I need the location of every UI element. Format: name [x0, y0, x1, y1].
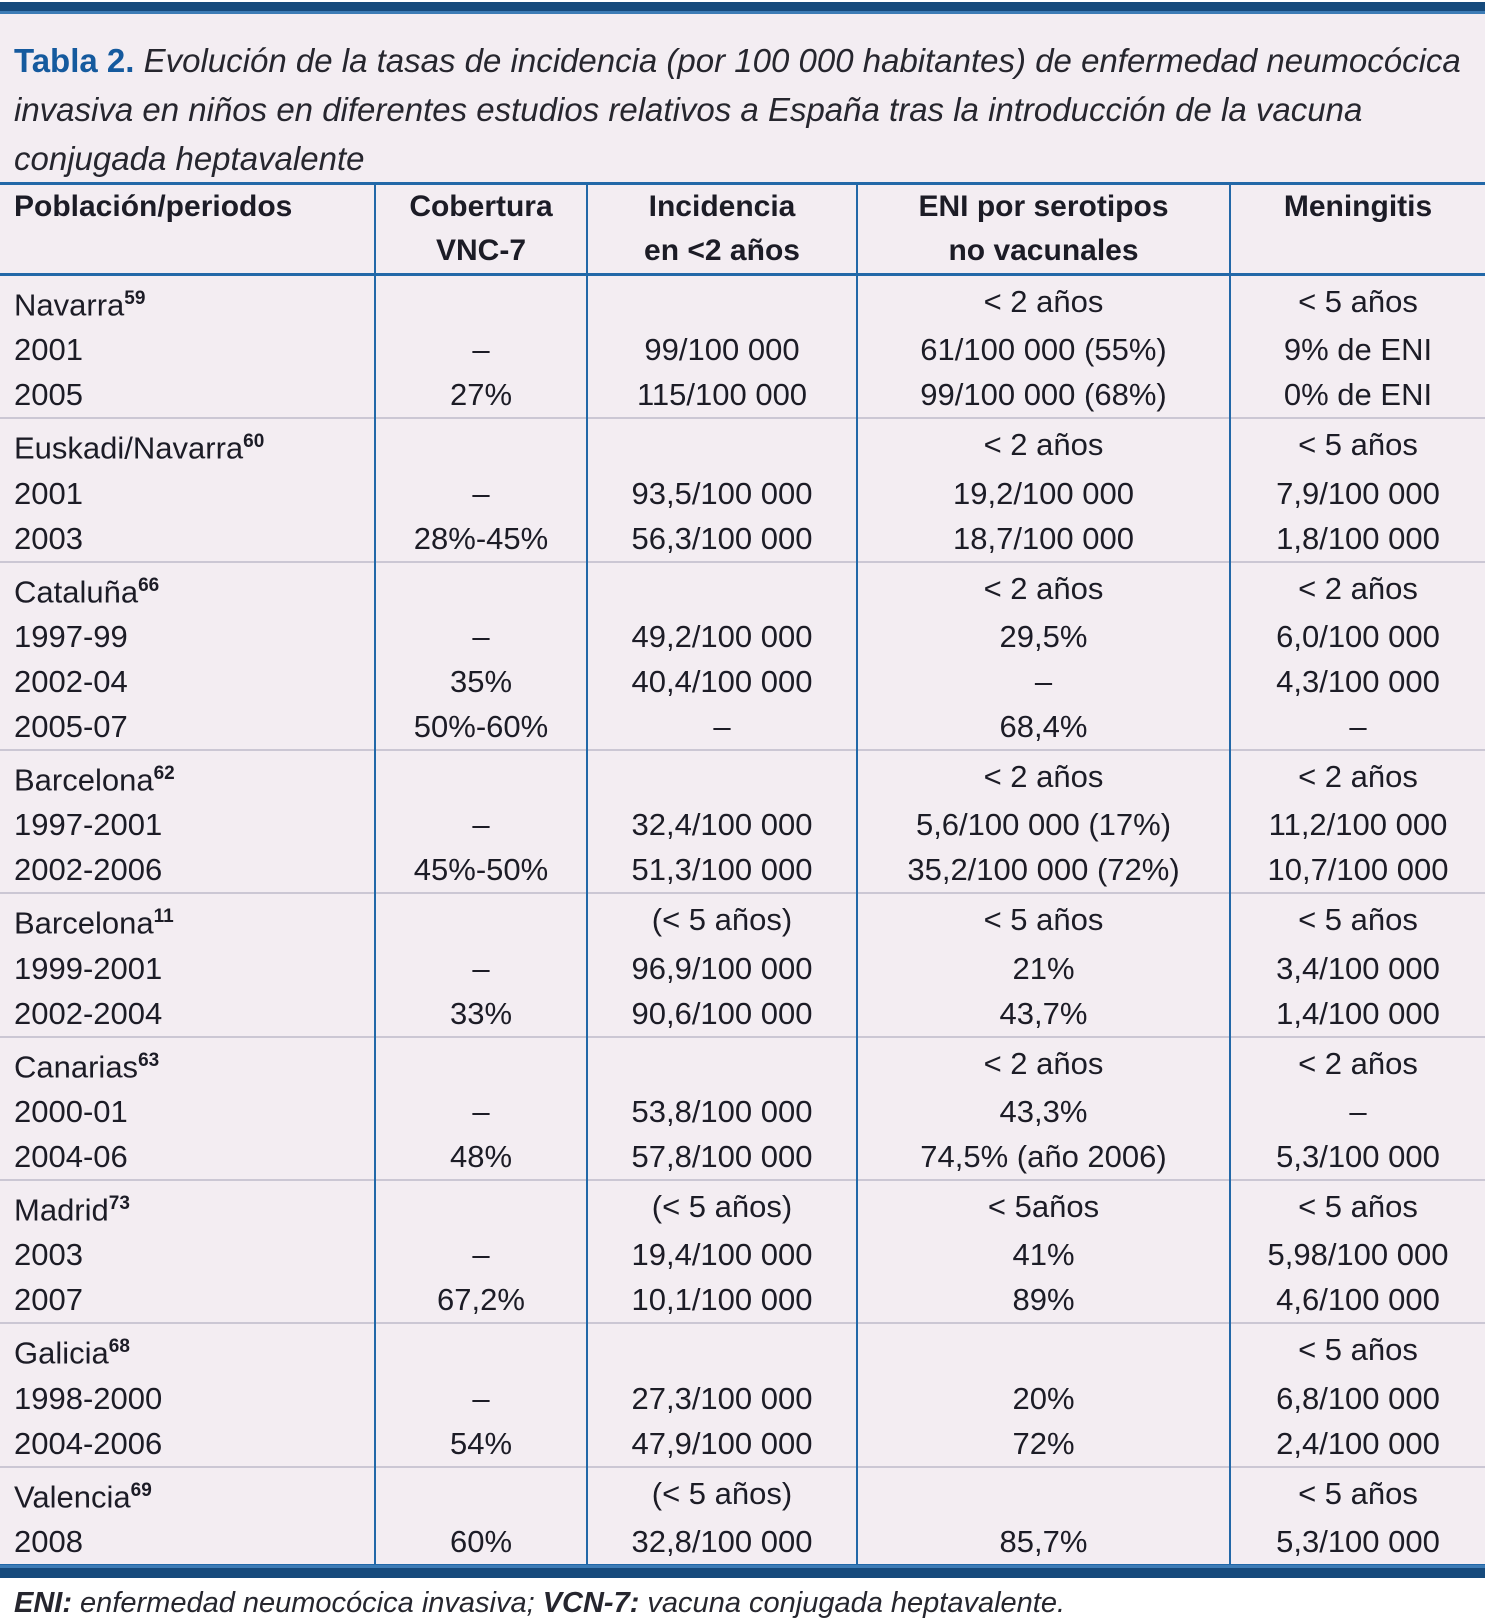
- eni-cell: 72%: [857, 1421, 1230, 1467]
- coverage-cell: [375, 275, 587, 328]
- table-row: [0, 802, 1485, 847]
- period-cell: 2003: [14, 520, 83, 556]
- period-cell: 2004-06: [14, 1138, 128, 1174]
- coverage-cell: 45%-50%: [375, 847, 587, 893]
- incidence-cell: 27,3/100 000: [587, 1376, 857, 1421]
- header-line: Meningitis: [1283, 190, 1433, 223]
- table-row: [0, 1277, 1485, 1323]
- incidence-cell: 19,4/100 000: [587, 1232, 857, 1277]
- coverage-cell: –: [375, 471, 587, 516]
- period-cell: 2008: [14, 1523, 83, 1559]
- header-line: Incidencia: [648, 190, 796, 223]
- coverage-cell: 60%: [375, 1519, 587, 1564]
- section-row: [0, 275, 1485, 328]
- header-line: [1231, 229, 1485, 273]
- eni-cell: < 2 años: [857, 750, 1230, 802]
- meningitis-cell: 5,3/100 000: [1230, 1134, 1485, 1180]
- eni-cell: < 2 años: [857, 275, 1230, 328]
- period-cell: 1997-2001: [14, 807, 163, 843]
- eni-cell: 43,3%: [857, 1089, 1230, 1134]
- header-line: ENI por serotipos: [918, 190, 1169, 223]
- eni-cell: < 5años: [857, 1180, 1230, 1232]
- section-name: Barcelona: [14, 905, 154, 941]
- coverage-cell: [375, 893, 587, 945]
- header-line: VNC-7: [435, 234, 526, 267]
- meningitis-cell: 1,8/100 000: [1230, 516, 1485, 562]
- reference-superscript: 59: [124, 288, 146, 309]
- coverage-cell: –: [375, 1376, 587, 1421]
- eni-cell: 5,6/100 000 (17%): [857, 802, 1230, 847]
- incidence-cell: (< 5 años): [587, 1180, 857, 1232]
- footnote-eni-label: ENI:: [14, 1586, 72, 1619]
- table-row: [0, 372, 1485, 418]
- table-caption: [0, 14, 1485, 182]
- eni-cell: 43,7%: [857, 991, 1230, 1037]
- eni-cell: 41%: [857, 1232, 1230, 1277]
- coverage-cell: –: [375, 327, 587, 372]
- section-name-cell: [0, 1037, 375, 1089]
- table-row: [0, 614, 1485, 659]
- meningitis-cell: < 2 años: [1230, 562, 1485, 614]
- incidence-cell: [587, 418, 857, 470]
- period-cell: 2002-2006: [14, 852, 163, 888]
- eni-cell: 18,7/100 000: [857, 516, 1230, 562]
- section-row: [0, 1467, 1485, 1519]
- table-body: [0, 275, 1485, 1564]
- reference-superscript: 69: [130, 1479, 152, 1501]
- footnote-eni-text: enfermedad neumocócica invasiva;: [72, 1586, 543, 1619]
- section-name: Navarra: [14, 287, 125, 323]
- period-cell: 2007: [14, 1282, 83, 1318]
- table-caption-label: Tabla 2.: [14, 42, 135, 79]
- eni-cell: 19,2/100 000: [857, 471, 1230, 516]
- meningitis-cell: 2,4/100 000: [1230, 1421, 1485, 1467]
- header-line: Población/periodos: [14, 190, 293, 223]
- section-name-cell: [0, 275, 375, 328]
- eni-cell: < 2 años: [857, 1037, 1230, 1089]
- eni-cell: 74,5% (año 2006): [857, 1134, 1230, 1180]
- header-line: en <2 años: [644, 234, 800, 267]
- coverage-cell: 67,2%: [375, 1277, 587, 1323]
- table-row: [0, 847, 1485, 893]
- section-name: Euskadi/Navarra: [14, 430, 244, 466]
- eni-cell: –: [857, 659, 1230, 704]
- reference-superscript: 66: [138, 574, 160, 596]
- incidence-cell: 99/100 000: [587, 327, 857, 372]
- period-cell: 2002-04: [14, 663, 128, 699]
- incidence-cell: 49,2/100 000: [587, 614, 857, 659]
- eni-cell: 99/100 000 (68%): [857, 372, 1230, 418]
- section-row: [0, 1323, 1485, 1375]
- header-row: [0, 185, 1485, 275]
- eni-cell: 21%: [857, 946, 1230, 991]
- incidence-cell: [587, 1037, 857, 1089]
- coverage-cell: –: [375, 1232, 587, 1277]
- reference-superscript: 63: [138, 1049, 160, 1071]
- meningitis-cell: –: [1230, 704, 1485, 750]
- reference-superscript: 68: [108, 1336, 130, 1358]
- coverage-cell: 50%-60%: [375, 704, 587, 750]
- data-table: [0, 185, 1485, 1564]
- period-cell: 2001: [14, 332, 83, 368]
- meningitis-cell: < 2 años: [1230, 1037, 1485, 1089]
- eni-cell: [857, 1467, 1230, 1519]
- section-row: [0, 750, 1485, 802]
- period-cell: 2005: [14, 377, 83, 413]
- header-line: no vacunales: [948, 234, 1139, 267]
- header-eni: [857, 185, 1230, 275]
- period-cell: 2001: [14, 475, 83, 511]
- table-row: [0, 1421, 1485, 1467]
- incidence-cell: 96,9/100 000: [587, 946, 857, 991]
- section-row: [0, 1180, 1485, 1232]
- section-name: Valencia: [14, 1478, 131, 1514]
- header-cobertura: [375, 185, 587, 275]
- section-row: [0, 893, 1485, 945]
- section-name-cell: [0, 1180, 375, 1232]
- reference-superscript: 62: [153, 762, 175, 784]
- meningitis-cell: 11,2/100 000: [1230, 802, 1485, 847]
- incidence-cell: 115/100 000: [587, 372, 857, 418]
- meningitis-cell: 9% de ENI: [1230, 327, 1485, 372]
- incidence-cell: –: [587, 704, 857, 750]
- meningitis-cell: 5,98/100 000: [1230, 1232, 1485, 1277]
- meningitis-cell: 5,3/100 000: [1230, 1519, 1485, 1564]
- incidence-cell: 47,9/100 000: [587, 1421, 857, 1467]
- meningitis-cell: 4,6/100 000: [1230, 1277, 1485, 1323]
- table-row: [0, 659, 1485, 704]
- coverage-cell: [375, 1467, 587, 1519]
- meningitis-cell: 6,8/100 000: [1230, 1376, 1485, 1421]
- section-name: Cataluña: [14, 573, 139, 609]
- meningitis-cell: 3,4/100 000: [1230, 946, 1485, 991]
- eni-cell: < 2 años: [857, 562, 1230, 614]
- coverage-cell: 27%: [375, 372, 587, 418]
- coverage-cell: [375, 1180, 587, 1232]
- top-dark-bar: [0, 2, 1485, 11]
- coverage-cell: 54%: [375, 1421, 587, 1467]
- incidence-cell: [587, 1323, 857, 1375]
- coverage-cell: –: [375, 1089, 587, 1134]
- section-name-cell: [0, 1467, 375, 1519]
- table-row: [0, 327, 1485, 372]
- coverage-cell: 28%-45%: [375, 516, 587, 562]
- eni-cell: 85,7%: [857, 1519, 1230, 1564]
- meningitis-cell: 7,9/100 000: [1230, 471, 1485, 516]
- footnote-vcn-text: vacuna conjugada heptavalente.: [639, 1586, 1066, 1619]
- reference-superscript: 60: [243, 431, 265, 453]
- section-name-cell: [0, 1323, 375, 1375]
- section-name: Galicia: [14, 1335, 109, 1371]
- coverage-cell: –: [375, 614, 587, 659]
- incidence-cell: [587, 562, 857, 614]
- section-name: Canarias: [14, 1048, 139, 1084]
- header-incidencia: [587, 185, 857, 275]
- footnote-vcn-label: VCN-7:: [542, 1586, 640, 1619]
- meningitis-cell: < 5 años: [1230, 1467, 1485, 1519]
- eni-cell: 61/100 000 (55%): [857, 327, 1230, 372]
- table-row: [0, 471, 1485, 516]
- section-name: Barcelona: [14, 762, 154, 798]
- incidence-cell: 51,3/100 000: [587, 847, 857, 893]
- coverage-cell: 48%: [375, 1134, 587, 1180]
- eni-cell: < 2 años: [857, 418, 1230, 470]
- meningitis-cell: < 5 años: [1230, 275, 1485, 328]
- coverage-cell: [375, 562, 587, 614]
- section-name-cell: [0, 562, 375, 614]
- header-meningitis: [1230, 185, 1485, 275]
- coverage-cell: [375, 750, 587, 802]
- coverage-cell: 33%: [375, 991, 587, 1037]
- period-cell: 2003: [14, 1237, 83, 1273]
- meningitis-cell: < 5 años: [1230, 1180, 1485, 1232]
- table-row: [0, 1134, 1485, 1180]
- coverage-cell: [375, 1037, 587, 1089]
- table-row: [0, 1232, 1485, 1277]
- meningitis-cell: 4,3/100 000: [1230, 659, 1485, 704]
- eni-cell: 20%: [857, 1376, 1230, 1421]
- bottom-dark-bar: [0, 1568, 1485, 1578]
- meningitis-cell: < 5 años: [1230, 418, 1485, 470]
- table-row: [0, 516, 1485, 562]
- incidence-cell: (< 5 años): [587, 1467, 857, 1519]
- meningitis-cell: < 2 años: [1230, 750, 1485, 802]
- incidence-cell: 32,4/100 000: [587, 802, 857, 847]
- period-cell: 1997-99: [14, 618, 128, 654]
- meningitis-cell: < 5 años: [1230, 893, 1485, 945]
- incidence-cell: 10,1/100 000: [587, 1277, 857, 1323]
- period-cell: 2004-2006: [14, 1425, 163, 1461]
- coverage-cell: –: [375, 802, 587, 847]
- section-name: Madrid: [14, 1192, 109, 1228]
- meningitis-cell: 0% de ENI: [1230, 372, 1485, 418]
- section-name-cell: [0, 418, 375, 470]
- incidence-cell: 57,8/100 000: [587, 1134, 857, 1180]
- table-header: [0, 185, 1485, 275]
- section-name-cell: [0, 750, 375, 802]
- incidence-cell: 53,8/100 000: [587, 1089, 857, 1134]
- bottom-white-strip: [0, 1578, 1485, 1581]
- incidence-cell: 32,8/100 000: [587, 1519, 857, 1564]
- incidence-cell: [587, 750, 857, 802]
- eni-cell: < 5 años: [857, 893, 1230, 945]
- coverage-cell: 35%: [375, 659, 587, 704]
- period-cell: 1998-2000: [14, 1380, 163, 1416]
- meningitis-cell: < 5 años: [1230, 1323, 1485, 1375]
- section-row: [0, 1037, 1485, 1089]
- coverage-cell: [375, 418, 587, 470]
- header-line: [14, 229, 374, 273]
- section-row: [0, 562, 1485, 614]
- reference-superscript: 11: [153, 906, 174, 928]
- header-line: Cobertura: [409, 190, 553, 223]
- period-cell: 2005-07: [14, 708, 128, 744]
- table-row: [0, 1089, 1485, 1134]
- meningitis-cell: 6,0/100 000: [1230, 614, 1485, 659]
- incidence-cell: [587, 275, 857, 328]
- coverage-cell: [375, 1323, 587, 1375]
- eni-cell: 89%: [857, 1277, 1230, 1323]
- period-cell: 1999-2001: [14, 950, 163, 986]
- table-row: [0, 1376, 1485, 1421]
- table-row: [0, 991, 1485, 1037]
- table-row: [0, 946, 1485, 991]
- section-name-cell: [0, 893, 375, 945]
- section-row: [0, 418, 1485, 470]
- table-caption-text: Evolución de la tasas de incidencia (por 100 000 habitantes) de enfermedad neumocócica invasiva en niños en diferentes estudios relativos a España tras la introducción de la vacuna conjugada heptavalente: [14, 42, 1461, 177]
- coverage-cell: –: [375, 946, 587, 991]
- incidence-cell: 90,6/100 000: [587, 991, 857, 1037]
- meningitis-cell: 1,4/100 000: [1230, 991, 1485, 1037]
- eni-cell: 68,4%: [857, 704, 1230, 750]
- eni-cell: 29,5%: [857, 614, 1230, 659]
- eni-cell: 35,2/100 000 (72%): [857, 847, 1230, 893]
- period-cell: 2002-2004: [14, 995, 163, 1031]
- period-cell: 2000-01: [14, 1093, 128, 1129]
- incidence-cell: 40,4/100 000: [587, 659, 857, 704]
- header-poblacion: [0, 185, 375, 275]
- table-row: [0, 704, 1485, 750]
- reference-superscript: 73: [108, 1192, 130, 1214]
- meningitis-cell: –: [1230, 1089, 1485, 1134]
- incidence-cell: 93,5/100 000: [587, 471, 857, 516]
- incidence-cell: 56,3/100 000: [587, 516, 857, 562]
- eni-cell: [857, 1323, 1230, 1375]
- meningitis-cell: 10,7/100 000: [1230, 847, 1485, 893]
- incidence-cell: (< 5 años): [587, 893, 857, 945]
- table-row: [0, 1519, 1485, 1564]
